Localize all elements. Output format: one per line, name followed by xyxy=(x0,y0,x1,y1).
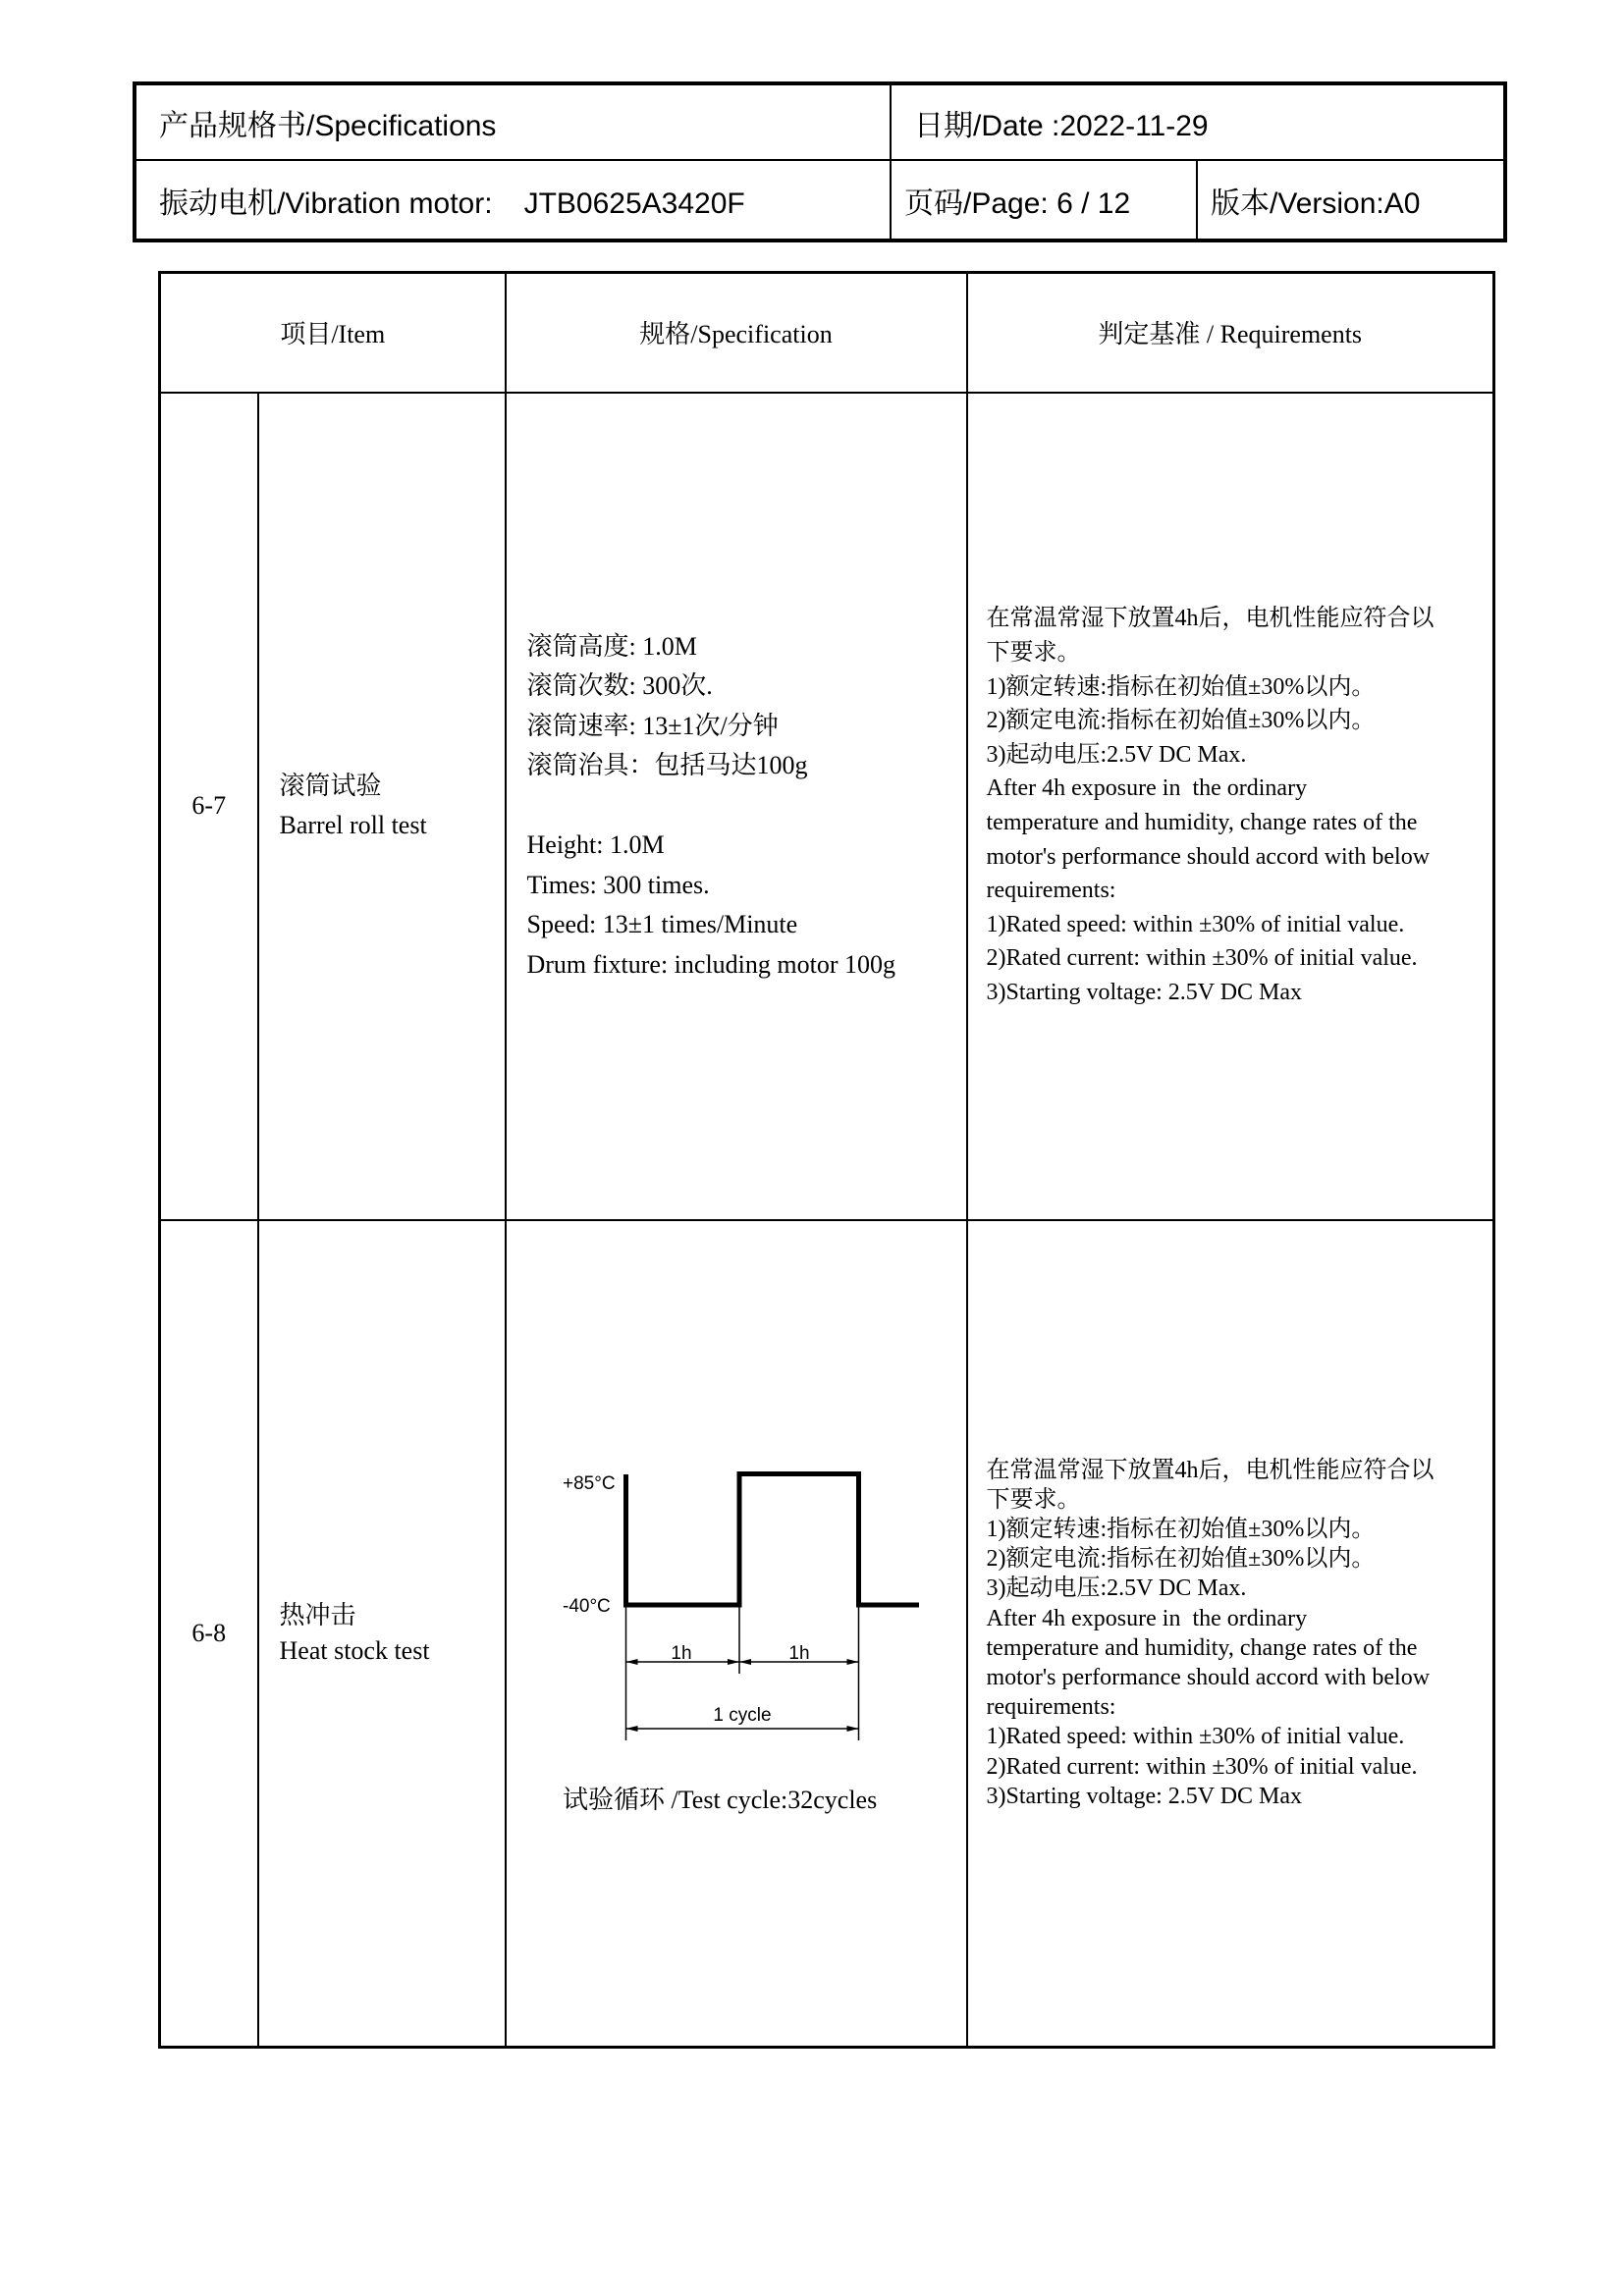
version-cell xyxy=(1197,160,1505,240)
step2-label: 1h xyxy=(787,1642,810,1664)
table-header-row xyxy=(160,273,1494,393)
requirement-line: 3)起动电压:2.5V DC Max. xyxy=(986,1575,1247,1602)
spec-line: 滚筒高度: 1.0M xyxy=(526,631,697,661)
requirement-line: 2)额定电流:指标在初始值±30%以内。 xyxy=(986,1546,1376,1573)
requirement-line: motor's performance should accord with below xyxy=(986,1664,1431,1690)
table-row xyxy=(160,393,1494,1220)
column-header-item: 项目/Item xyxy=(160,273,506,393)
requirement-line: 1)额定转速:指标在初始值±30%以内。 xyxy=(986,673,1376,700)
test-number-cell xyxy=(160,1220,258,2048)
requirement-line: requirements: xyxy=(986,878,1116,904)
temperature-waveform xyxy=(625,1473,919,1605)
requirement-line: 1)额定转速:指标在初始值±30%以内。 xyxy=(986,1516,1376,1542)
spec-line: 滚筒治具：包括马达100g xyxy=(526,751,808,780)
requirement-line: temperature and humidity, change rates of the xyxy=(986,1634,1418,1661)
specification-cell xyxy=(506,393,967,1220)
requirement-line: 3)起动电压:2.5V DC Max. xyxy=(986,741,1247,768)
test-name-cell xyxy=(258,1220,506,2048)
column-header-specification: 规格/Specification xyxy=(506,273,967,393)
requirement-line: requirements: xyxy=(986,1694,1116,1721)
high-temp-label: +85°C xyxy=(562,1472,616,1494)
document-date: 日期/Date :2022-11-29 xyxy=(914,109,1209,142)
product-label: 振动电机/Vibration motor: xyxy=(159,187,493,220)
cycle-label: 1 cycle xyxy=(712,1704,772,1726)
requirement-line: 1)Rated speed: within ±30% of initial value. xyxy=(986,1724,1405,1750)
requirement-line: 3)Starting voltage: 2.5V DC Max xyxy=(986,979,1303,1005)
spec-line: Height: 1.0M xyxy=(526,830,665,860)
spec-title-cell xyxy=(135,83,891,160)
spec-line: Times: 300 times. xyxy=(526,870,710,899)
header-row-2 xyxy=(135,160,1505,240)
arrowhead xyxy=(625,1726,637,1732)
test-cycle-caption: 试验循环 /Test cycle:32cycles xyxy=(562,1785,877,1814)
arrowhead xyxy=(846,1726,858,1732)
step1-label: 1h xyxy=(670,1642,692,1664)
spec-line: 滚筒次数: 300次. xyxy=(526,671,713,701)
model-number: JTB0625A3420F xyxy=(523,187,745,220)
specification-table xyxy=(158,271,1495,2049)
requirement-line: motor's performance should accord with below xyxy=(986,843,1431,870)
requirement-line: 下要求。 xyxy=(986,640,1081,667)
arrowhead xyxy=(739,1659,751,1665)
requirement-line: 在常温常湿下放置4h后，电机性能应符合以 xyxy=(986,606,1435,632)
test-name-cell xyxy=(258,393,506,1220)
requirements-cell xyxy=(967,393,1494,1220)
spec-line: Speed: 13±1 times/Minute xyxy=(526,910,798,939)
requirement-line: 2)Rated current: within ±30% of initial value. xyxy=(986,1753,1418,1780)
test-name-en: Barrel roll test xyxy=(279,811,427,839)
requirement-line: After 4h exposure in the ordinary xyxy=(986,775,1308,802)
requirement-line: 在常温常湿下放置4h后，电机性能应符合以 xyxy=(986,1457,1435,1483)
thermal-cycle-diagram xyxy=(507,1221,964,2042)
requirement-line: 3)Starting voltage: 2.5V DC Max xyxy=(986,1783,1303,1809)
column-header-requirements: 判定基准 / Requirements xyxy=(967,273,1494,393)
spec-line: 滚筒速率: 13±1次/分钟 xyxy=(526,711,779,740)
spec-title: 产品规格书/Specifications xyxy=(159,109,497,142)
requirement-line: 2)额定电流:指标在初始值±30%以内。 xyxy=(986,708,1376,734)
requirement-line: 下要求。 xyxy=(986,1486,1081,1513)
table-row xyxy=(160,1220,1494,2048)
test-name-cn: 滚筒试验 xyxy=(279,772,382,800)
date-cell xyxy=(891,83,1505,160)
test-number: 6-8 xyxy=(191,1618,227,1647)
arrowhead xyxy=(625,1659,637,1665)
test-number-cell xyxy=(160,393,258,1220)
spec-line: Drum fixture: including motor 100g xyxy=(526,949,896,979)
header-row-1 xyxy=(135,83,1505,160)
test-name-en: Heat stock test xyxy=(279,1635,430,1665)
arrowhead xyxy=(846,1659,858,1665)
page-number: 页码/Page: 6 / 12 xyxy=(904,187,1131,220)
requirement-line: 2)Rated current: within ±30% of initial value. xyxy=(986,945,1418,972)
low-temp-label: -40°C xyxy=(562,1595,611,1617)
requirements-cell xyxy=(967,1220,1494,2048)
page-cell xyxy=(891,160,1197,240)
product-cell xyxy=(135,160,891,240)
version: 版本/Version:A0 xyxy=(1211,187,1421,220)
requirement-line: 1)Rated speed: within ±30% of initial value. xyxy=(986,911,1405,937)
test-name-cn: 热冲击 xyxy=(279,1600,356,1629)
requirement-line: temperature and humidity, change rates of the xyxy=(986,810,1418,835)
requirement-line: After 4h exposure in the ordinary xyxy=(986,1605,1308,1631)
document-header xyxy=(133,81,1507,242)
test-number: 6-7 xyxy=(191,791,227,820)
spec-spacer xyxy=(527,786,966,827)
arrowhead xyxy=(728,1659,739,1665)
specification-cell xyxy=(506,1220,967,2048)
